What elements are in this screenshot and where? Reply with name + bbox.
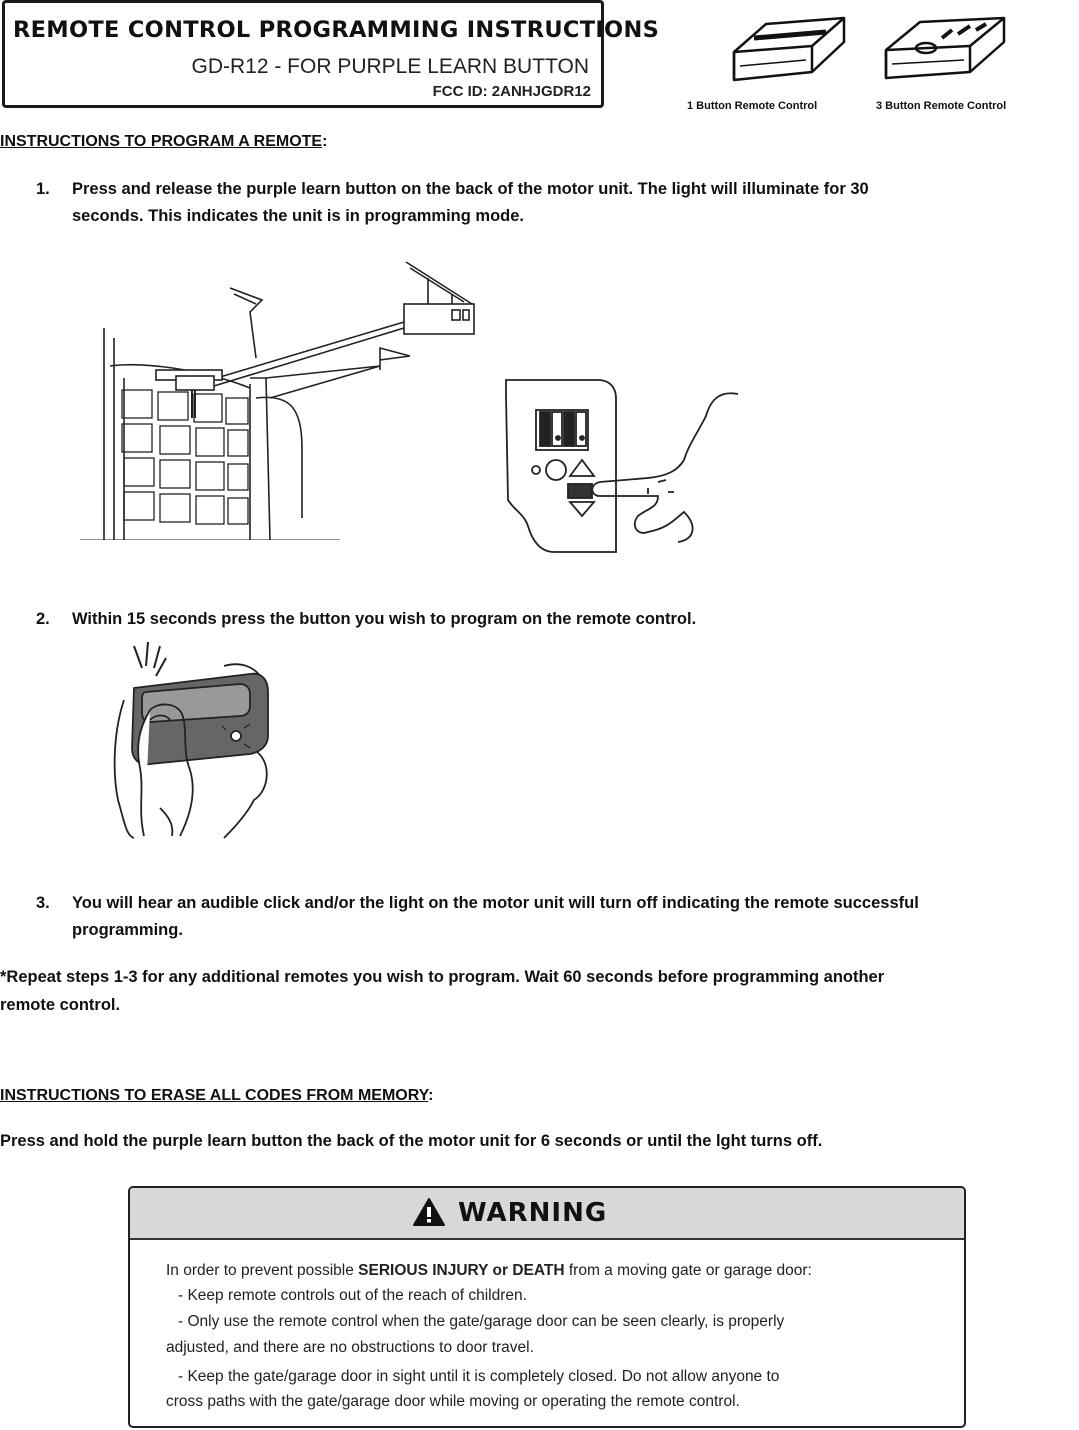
learn-button-panel-illustration xyxy=(498,376,748,560)
garage-door-opener-illustration xyxy=(80,258,480,540)
header-subtitle: GD-R12 - FOR PURPLE LEARN BUTTON xyxy=(191,55,589,78)
erase-instructions: Press and hold the purple learn button the back of the motor unit for 6 seconds or until the lght turns off. xyxy=(0,1132,823,1150)
warning-intro-prefix: In order to prevent possible xyxy=(166,1262,359,1279)
program-section-title-text: INSTRUCTIONS TO PROGRAM A REMOTE xyxy=(0,133,323,150)
step-2-line-1: Within 15 seconds press the button you wish to program on the remote control. xyxy=(72,610,697,628)
step-3-number: 3. xyxy=(36,894,50,912)
header-title: REMOTE CONTROL PROGRAMMING INSTRUCTIONS xyxy=(13,17,660,43)
step-1-line-2: seconds. This indicates the unit is in programming mode. xyxy=(72,207,524,225)
step-1-line-1: Press and release the purple learn button on the back of the motor unit. The light will illuminate for 30 xyxy=(72,180,869,198)
header-box xyxy=(2,0,660,108)
step-1 xyxy=(36,176,1076,236)
erase-section-title-text: INSTRUCTIONS TO ERASE ALL CODES FROM MEMORY xyxy=(0,1087,429,1104)
warning-box xyxy=(128,1186,966,1428)
erase-section-title xyxy=(0,1087,434,1105)
warning-line-cross-paths: cross paths with the gate/garage door while moving or operating the remote control. xyxy=(166,1393,740,1410)
one-button-remote-label: 1 Button Remote Control xyxy=(687,100,818,112)
erase-section-title-colon: : xyxy=(428,1087,434,1104)
header-fcc-id: FCC ID: 2ANHJGDR12 xyxy=(432,83,591,100)
step-1-number: 1. xyxy=(36,180,50,198)
step-2-number: 2. xyxy=(36,610,50,628)
warning-intro xyxy=(166,1262,812,1280)
warning-intro-suffix: from a moving gate or garage door: xyxy=(564,1262,812,1279)
warning-line-children: - Keep remote controls out of the reach of children. xyxy=(178,1287,527,1304)
repeat-note-line-2: remote control. xyxy=(0,996,121,1014)
warning-title: WARNING xyxy=(458,1198,608,1228)
step-3 xyxy=(36,890,1079,950)
step-2 xyxy=(36,606,1076,636)
warning-header-bar xyxy=(130,1188,964,1240)
step-3-line-1: You will hear an audible click and/or the light on the motor unit will turn off indicating the remote successful xyxy=(72,894,919,912)
program-section-title xyxy=(0,133,327,151)
three-button-remote-illustration xyxy=(880,14,1010,94)
repeat-note-line-1: *Repeat steps 1-3 for any additional remotes you wish to program. Wait 60 seconds before programming another xyxy=(0,968,885,986)
one-button-remote-illustration xyxy=(726,14,850,94)
warning-line-in-sight: - Keep the gate/garage door in sight until it is completely closed. Do not allow anyone to xyxy=(178,1368,780,1385)
hand-holding-remote-illustration xyxy=(104,640,300,840)
warning-line-visibility: - Only use the remote control when the gate/garage door can be seen clearly, is properly xyxy=(178,1313,785,1330)
warning-intro-bold: SERIOUS INJURY or DEATH xyxy=(358,1262,565,1279)
step-3-line-2: programming. xyxy=(72,921,183,939)
program-section-title-colon: : xyxy=(322,133,328,150)
warning-line-adjusted: adjusted, and there are no obstructions to door travel. xyxy=(166,1339,534,1356)
warning-triangle-icon xyxy=(412,1197,446,1227)
three-button-remote-label: 3 Button Remote Control xyxy=(876,100,1007,112)
